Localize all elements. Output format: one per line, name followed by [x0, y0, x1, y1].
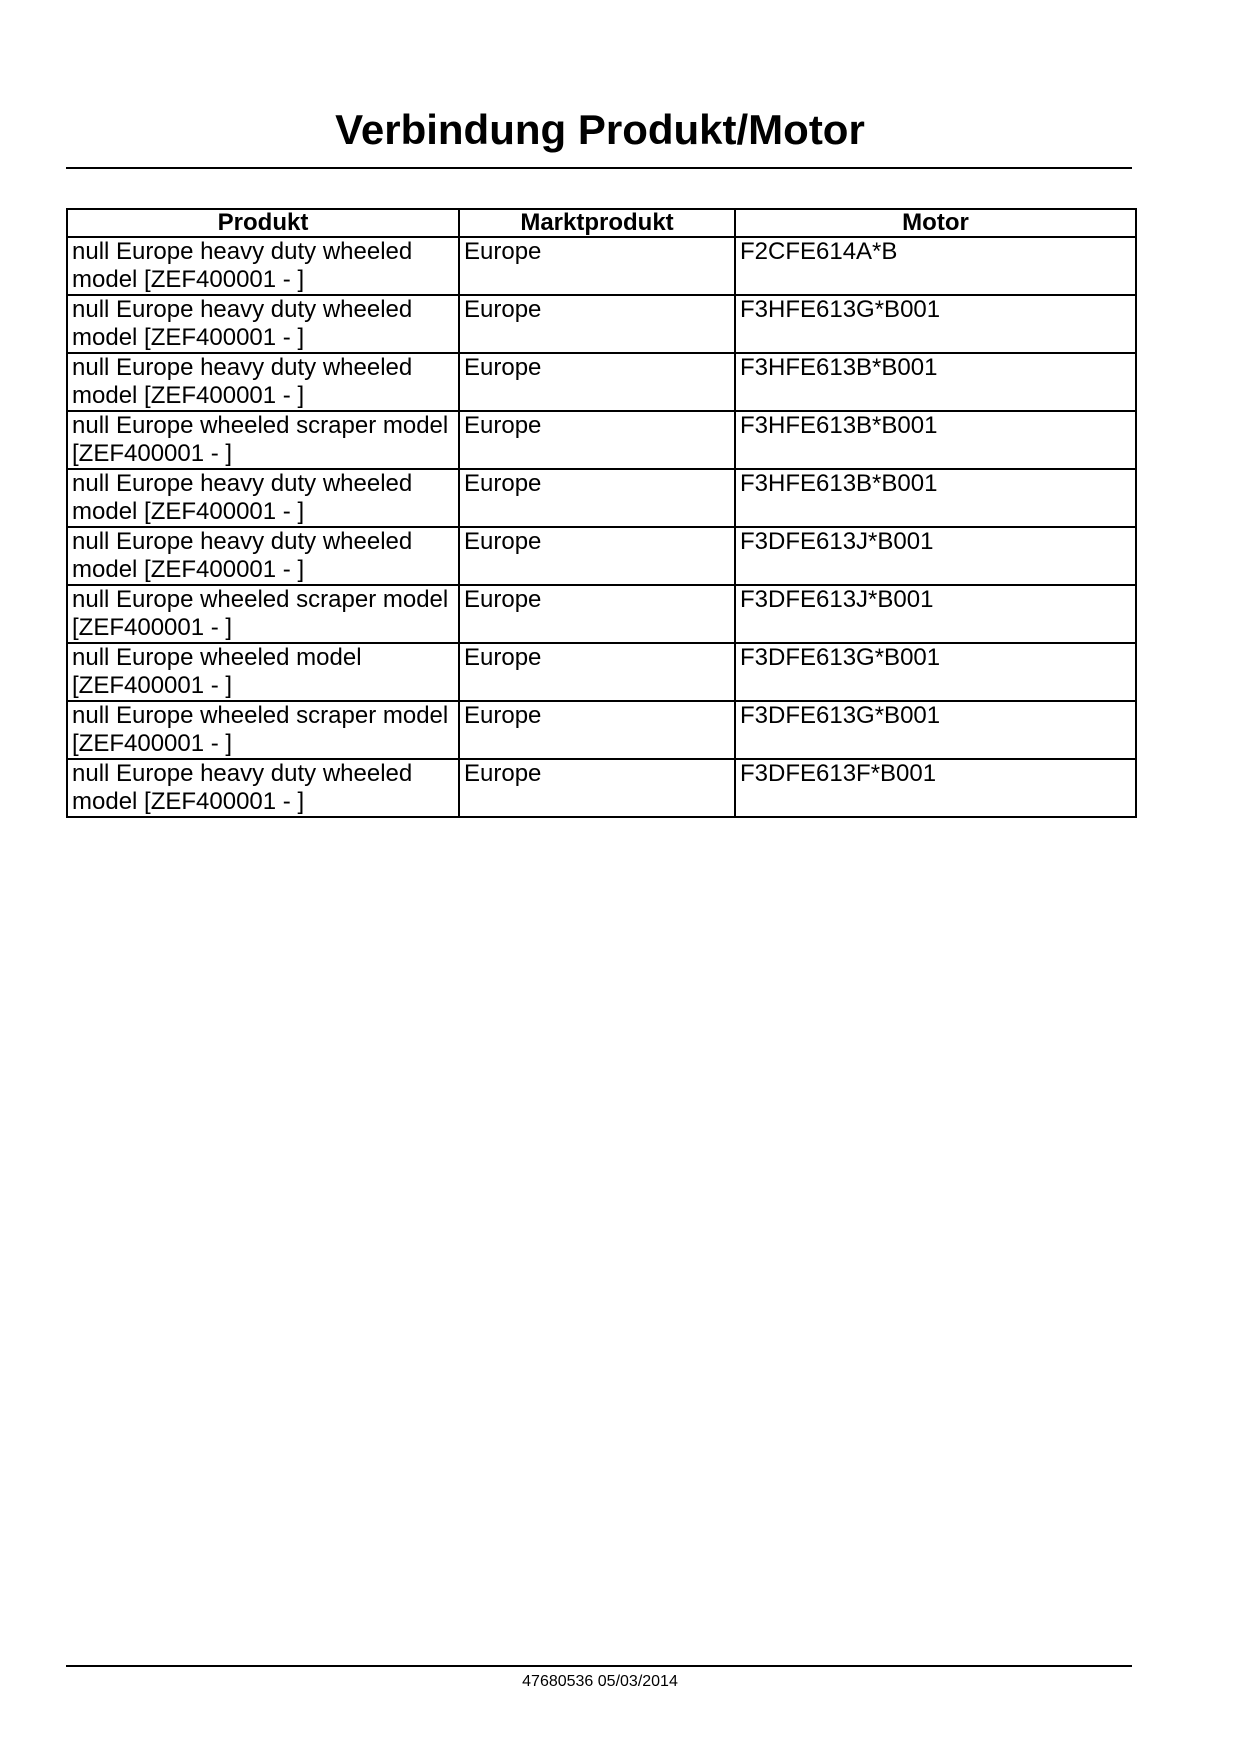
table-row [67, 701, 1136, 759]
cell-market: Europe [459, 295, 735, 353]
cell-motor: F2CFE614A*B [735, 237, 1136, 295]
column-header-motor: Motor [735, 209, 1136, 237]
cell-market: Europe [459, 469, 735, 527]
cell-market: Europe [459, 701, 735, 759]
cell-market: Europe [459, 527, 735, 585]
column-header-product: Produkt [67, 209, 459, 237]
table-row [67, 759, 1136, 817]
cell-motor: F3DFE613J*B001 [735, 585, 1136, 643]
table-row [67, 585, 1136, 643]
cell-market: Europe [459, 759, 735, 817]
cell-market: Europe [459, 585, 735, 643]
cell-product: null Europe heavy duty wheeled model [ZEF400001 - ] [67, 353, 459, 411]
cell-motor: F3DFE613J*B001 [735, 527, 1136, 585]
cell-motor: F3HFE613B*B001 [735, 353, 1136, 411]
cell-product: null Europe wheeled model [ZEF400001 - ] [67, 643, 459, 701]
product-motor-table [66, 208, 1137, 818]
cell-market: Europe [459, 353, 735, 411]
cell-motor: F3HFE613B*B001 [735, 469, 1136, 527]
cell-product: null Europe heavy duty wheeled model [ZEF400001 - ] [67, 295, 459, 353]
column-header-market: Marktprodukt [459, 209, 735, 237]
cell-motor: F3HFE613B*B001 [735, 411, 1136, 469]
table-row [67, 295, 1136, 353]
cell-market: Europe [459, 643, 735, 701]
cell-market: Europe [459, 237, 735, 295]
footer-document-id: 47680536 05/03/2014 [522, 1673, 678, 1690]
cell-product: null Europe wheeled scraper model [ZEF400001 - ] [67, 701, 459, 759]
cell-motor: F3HFE613G*B001 [735, 295, 1136, 353]
table-row [67, 469, 1136, 527]
cell-motor: F3DFE613F*B001 [735, 759, 1136, 817]
page-title: Verbindung Produkt/Motor [335, 106, 865, 153]
table-row [67, 353, 1136, 411]
table-row [67, 411, 1136, 469]
cell-product: null Europe heavy duty wheeled model [ZEF400001 - ] [67, 759, 459, 817]
title-divider [66, 167, 1132, 169]
cell-product: null Europe heavy duty wheeled model [ZEF400001 - ] [67, 469, 459, 527]
cell-motor: F3DFE613G*B001 [735, 643, 1136, 701]
cell-product: null Europe heavy duty wheeled model [ZEF400001 - ] [67, 527, 459, 585]
cell-motor: F3DFE613G*B001 [735, 701, 1136, 759]
table-row [67, 527, 1136, 585]
footer-divider [66, 1665, 1132, 1667]
cell-product: null Europe wheeled scraper model [ZEF400001 - ] [67, 585, 459, 643]
cell-product: null Europe heavy duty wheeled model [ZEF400001 - ] [67, 237, 459, 295]
cell-product: null Europe wheeled scraper model [ZEF400001 - ] [67, 411, 459, 469]
table-row [67, 237, 1136, 295]
table-row [67, 643, 1136, 701]
cell-market: Europe [459, 411, 735, 469]
table-header-row [67, 209, 1136, 237]
